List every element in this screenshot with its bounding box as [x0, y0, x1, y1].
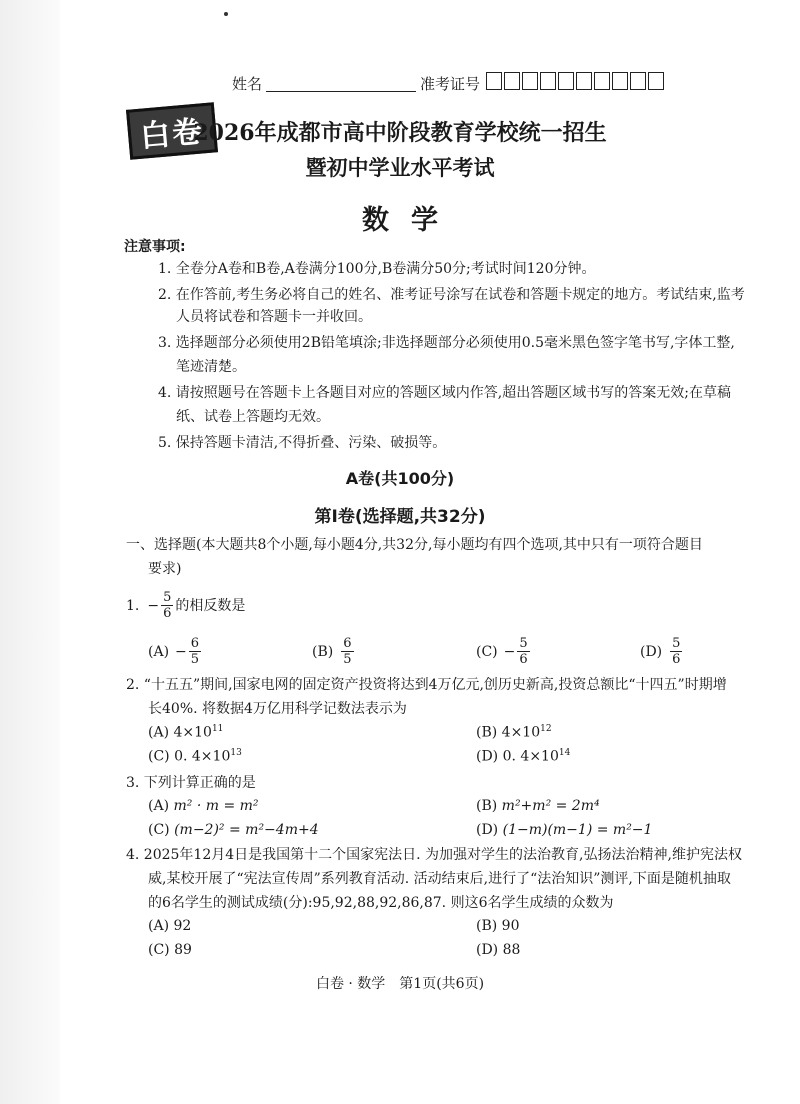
q1-option-c: (C) − $\frac{5}{6}$	[476, 636, 528, 667]
mc-instruction: 一、选择题(本大题共8个小题,每小题4分,共32分,每小题均有四个选项,其中只有一项符合题目	[126, 537, 703, 553]
a-volume-heading: A卷(共100分)	[345, 469, 455, 488]
note-5: 5. 保持答题卡清洁,不得折叠、污染、破损等。	[158, 435, 447, 451]
candidate-info	[232, 72, 664, 94]
notes-heading: 注意事项:	[124, 239, 186, 255]
note-2-cont: 人员将试卷和答题卡一并收回。	[176, 309, 372, 325]
q1-option-a: (A) − $\frac{6}{5}$	[148, 636, 200, 667]
q1-stem: 的相反数是	[175, 597, 246, 614]
q4-option-b: (B) 90	[476, 918, 520, 934]
q2-option-d: (D) 0. $4\times 10^{14}$	[476, 748, 571, 765]
q2-option-b: (B) $4\times 10^{12}$	[476, 724, 552, 741]
note-3: 3. 选择题部分必须使用2B铅笔填涂;非选择题部分必须使用0.5毫米黑色签字笔书写,字体工整,	[158, 335, 735, 351]
exam-title-line1: 2026年成都市高中阶段教育学校统一招生	[193, 120, 607, 146]
note-2: 2. 在作答前,考生务必将自己的姓名、准考证号涂写在试卷和答题卡规定的地方。考试结束,监考	[158, 287, 745, 303]
q1-minus: −	[147, 597, 160, 614]
q2-option-a: (A) $4\times 10^{11}$	[148, 724, 224, 741]
q4-option-a: (A) 92	[148, 918, 192, 934]
note-1: 1. 全卷分A卷和B卷,A卷满分100分,B卷满分50分;考试时间120分钟。	[158, 261, 596, 277]
q2-option-c: (C) 0. $4\times 10^{13}$	[148, 748, 242, 765]
q1-option-d: (D) $\frac{5}{6}$	[640, 636, 681, 667]
q1-number: 1.	[126, 597, 140, 614]
note-3-cont: 笔迹清楚。	[176, 359, 246, 375]
q3-option-d: (D) (1−m)(m−1) = m²−1	[476, 822, 653, 838]
mc-instruction-cont: 要求)	[148, 561, 182, 577]
scan-speck	[224, 12, 228, 16]
q4-option-d: (D) 88	[476, 942, 521, 958]
part1-heading: 第Ⅰ卷(选择题,共32分)	[314, 507, 486, 527]
question-4-line2: 威,某校开展了“宪法宣传周”系列教育活动. 活动结束后,进行了“法治知识”测评,下面是随机抽取	[148, 871, 731, 887]
question-3: 3. 下列计算正确的是	[126, 775, 256, 791]
q3-option-a: (A) m² · m = m²	[148, 798, 259, 814]
white-paper-badge: 白卷	[126, 102, 218, 159]
q1-fraction: $\frac{5}{6}$	[163, 590, 172, 621]
question-2-line2: 长40%. 将数据4万亿用科学记数法表示为	[148, 701, 407, 717]
exam-title-line2: 暨初中学业水平考试	[305, 155, 495, 180]
q3-option-c: (C) (m−2)² = m²−4m+4	[148, 822, 319, 838]
note-4: 4. 请按照题号在答题卡上各题目对应的答题区域内作答,超出答题区域书写的答案无效;在草稿	[158, 385, 731, 401]
exam-id-boxes	[484, 72, 664, 94]
note-4-cont: 纸、试卷上答题均无效。	[176, 409, 330, 425]
name-blank	[266, 75, 416, 92]
q1-option-b: (B) $\frac{6}{5}$	[312, 636, 352, 667]
question-2-line1: 2. “十五五”期间,国家电网的固定资产投资将达到4万亿元,创历史新高,投资总额比“十四五”时期增	[126, 677, 727, 693]
exam-id-label: 准考证号	[420, 74, 481, 93]
question-4-line3: 的6名学生的测试成绩(分):95,92,88,92,86,87. 则这6名学生成绩的众数为	[148, 895, 614, 911]
question-1	[126, 590, 245, 621]
name-label: 姓名	[232, 74, 263, 93]
question-4-line1: 4. 2025年12月4日是我国第十二个国家宪法日. 为加强对学生的法治教育,弘扬法治精神,维护宪法权	[126, 847, 742, 863]
q4-option-c: (C) 89	[148, 942, 192, 958]
page-footer: 白卷 · 数学 第1页(共6页)	[315, 976, 485, 992]
q3-option-b: (B) m²+m² = 2m⁴	[476, 798, 600, 814]
subject-title: 数学	[362, 205, 460, 236]
